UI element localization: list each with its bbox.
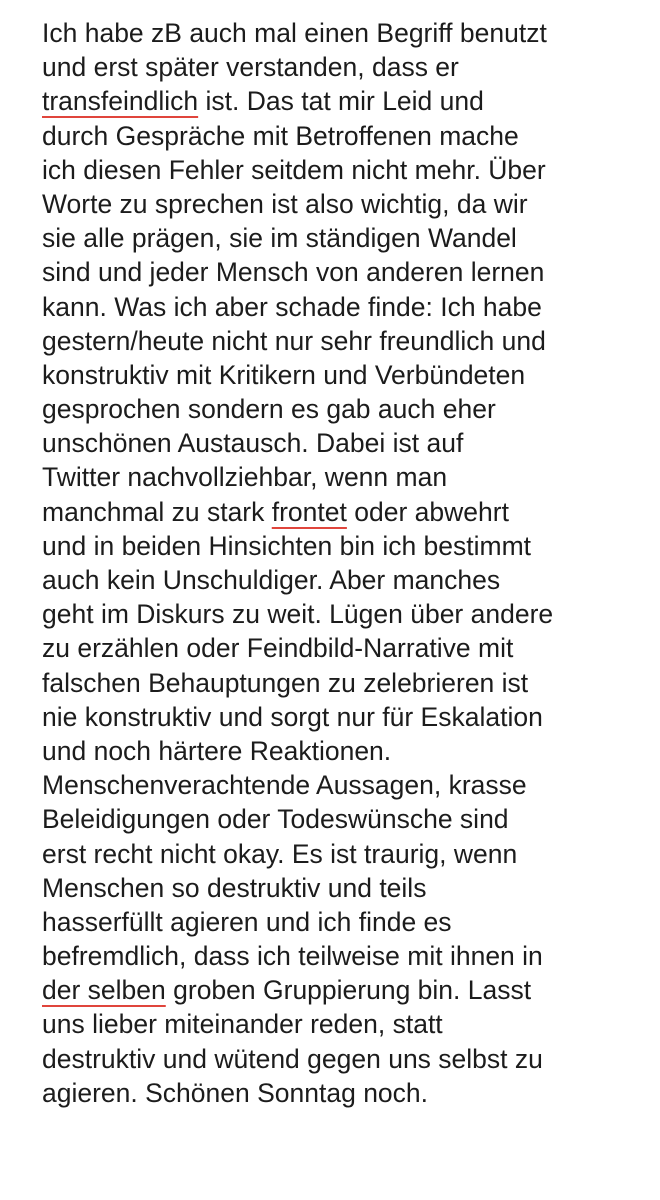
text-segment: sie alle prägen, sie im ständigen Wandel <box>42 223 517 254</box>
text-line <box>42 768 642 802</box>
text-segment: ist. Das tat mir Leid und <box>198 86 484 117</box>
text-segment: destruktiv und wütend gegen uns selbst zu <box>42 1043 543 1074</box>
text-segment: manchmal zu stark <box>42 496 272 527</box>
text-segment: durch Gespräche mit Betroffenen mache <box>42 120 519 151</box>
text-segment: auch kein Unschuldiger. Aber manches <box>42 565 501 595</box>
text-line <box>42 255 642 289</box>
text-line <box>42 631 642 665</box>
text-line <box>42 324 642 358</box>
text-segment: nie konstruktiv und sorgt nur für Eskalation <box>42 701 543 732</box>
text-segment: oder abwehrt <box>346 496 509 527</box>
text-segment: uns lieber miteinander reden, statt <box>42 1009 443 1040</box>
text-segment: unschönen Austausch. Dabei ist auf <box>42 428 464 459</box>
text-segment: hasserfüllt agieren und ich finde es <box>42 906 452 937</box>
text-segment: Beleidigungen oder Todeswünsche sind <box>42 804 509 835</box>
spellcheck-flagged-word[interactable]: der selben <box>42 975 166 1006</box>
text-line <box>42 666 642 700</box>
text-line <box>42 837 642 871</box>
spellcheck-flagged-word[interactable]: transfeindlich <box>42 86 199 117</box>
text-line <box>42 973 642 1007</box>
text-segment: befremdlich, dass ich teilweise mit ihnen in <box>42 941 543 972</box>
spellcheck-flagged-word[interactable]: frontet <box>271 496 347 527</box>
text-line <box>42 495 642 529</box>
text-line <box>42 16 642 50</box>
text-line <box>42 1007 642 1041</box>
text-segment: Twitter nachvollziehbar, wenn man <box>42 462 448 493</box>
text-line <box>42 426 642 460</box>
text-segment: sind und jeder Mensch von anderen lernen <box>42 257 545 288</box>
text-line <box>42 84 642 118</box>
text-line <box>42 358 642 392</box>
text-segment: und erst später verstanden, dass er <box>42 52 459 83</box>
text-line <box>42 563 642 597</box>
text-segment: gesprochen sondern es gab auch eher <box>42 394 496 425</box>
text-line <box>42 734 642 768</box>
text-segment: und in beiden Hinsichten bin ich bestimmt <box>42 530 532 561</box>
text-line <box>42 119 642 153</box>
text-segment: falschen Behauptungen zu zelebrieren ist <box>42 667 529 698</box>
text-segment: konstruktiv mit Kritikern und Verbündeten <box>42 359 526 390</box>
text-segment: Worte zu sprechen ist also wichtig, da wir <box>42 188 528 219</box>
text-line <box>42 871 642 905</box>
text-line <box>42 700 642 734</box>
text-line <box>42 905 642 939</box>
note-text-body[interactable] <box>42 16 642 1110</box>
text-segment: Ich habe zB auch mal einen Begriff benutzt <box>42 18 547 48</box>
text-segment: Menschen so destruktiv und teils <box>42 872 427 903</box>
text-segment: agieren. Schönen Sonntag noch. <box>42 1077 429 1108</box>
text-segment: erst recht nicht okay. Es ist traurig, wenn <box>42 838 518 869</box>
text-segment: geht im Diskurs zu weit. Lügen über andere <box>42 599 554 630</box>
text-line <box>42 802 642 836</box>
text-line <box>42 1042 642 1076</box>
text-line <box>42 290 642 324</box>
text-segment: kann. Was ich aber schade finde: Ich habe <box>42 291 542 322</box>
text-segment: Menschenverachtende Aussagen, krasse <box>42 770 527 801</box>
text-segment: groben Gruppierung bin. Lasst <box>165 975 532 1006</box>
text-line <box>42 153 642 187</box>
text-segment: ich diesen Fehler seitdem nicht mehr. Über <box>42 154 546 185</box>
text-line <box>42 529 642 563</box>
text-line <box>42 597 642 631</box>
text-line <box>42 392 642 426</box>
text-line <box>42 187 642 221</box>
text-line <box>42 50 642 84</box>
text-line <box>42 221 642 255</box>
text-segment: zu erzählen oder Feindbild-Narrative mit <box>42 633 514 664</box>
text-line <box>42 1076 642 1110</box>
text-line <box>42 939 642 973</box>
text-line <box>42 460 642 494</box>
text-segment: gestern/heute nicht nur sehr freundlich und <box>42 325 546 356</box>
text-segment: und noch härtere Reaktionen. <box>42 735 392 766</box>
